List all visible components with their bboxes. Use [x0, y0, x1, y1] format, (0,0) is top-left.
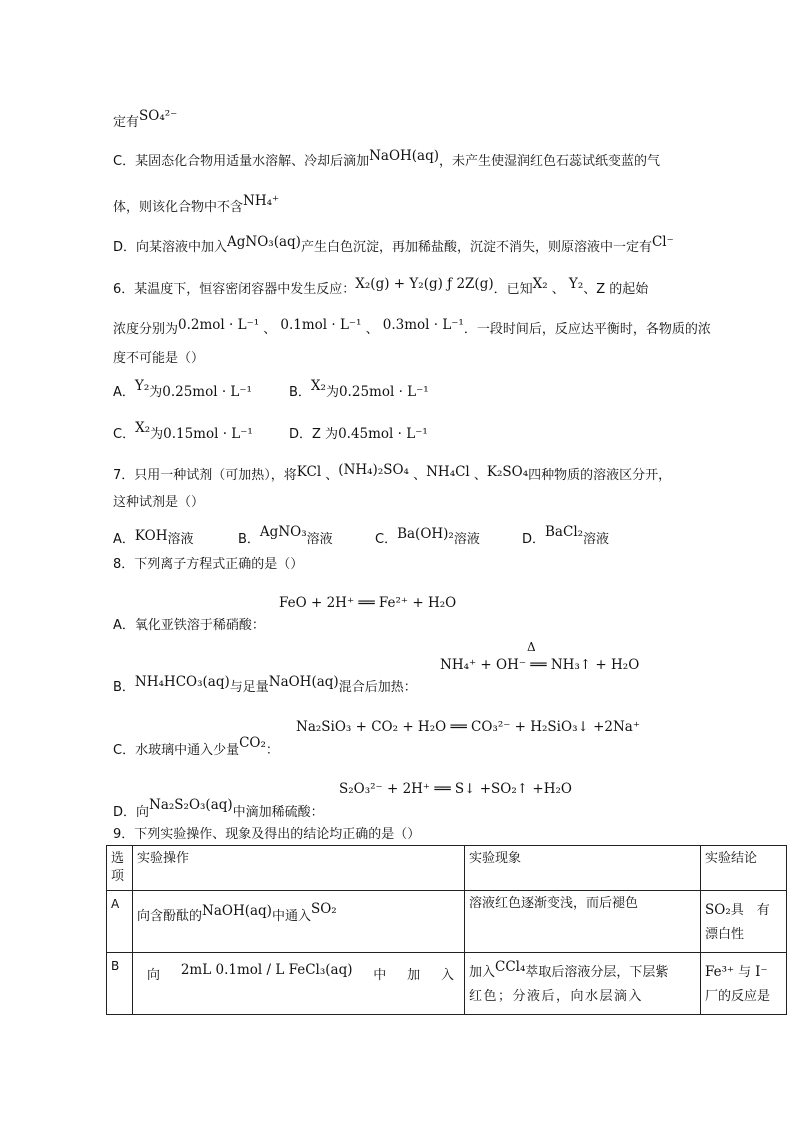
formula: X₂(g) + Y₂(g) ƒ 2Z(g)	[355, 276, 494, 292]
formula: Ba(OH)₂	[397, 526, 454, 542]
text-line	[113, 108, 178, 132]
q7-option-d	[522, 524, 610, 549]
formula: 0.3mol · L⁻¹	[382, 317, 464, 333]
question-6-line2	[113, 317, 711, 339]
q6-option-a	[113, 378, 252, 402]
formula: BaCl₂	[545, 524, 584, 540]
formula: 2mL 0.1mol / L FeCl₃(aq)	[180, 962, 353, 978]
text: 加入	[469, 965, 496, 980]
text: 为	[325, 385, 339, 400]
text: 、	[321, 468, 339, 483]
formula: Y₂	[134, 378, 150, 394]
formula: X₂	[310, 378, 326, 394]
label: A．	[113, 385, 135, 400]
formula: 0.45mol · L⁻¹	[338, 426, 428, 442]
text: 溶液	[453, 532, 480, 547]
formula: 0.2mol · L⁻¹	[178, 317, 260, 333]
q8-option-b	[113, 674, 417, 697]
formula: Fe³⁺	[705, 964, 735, 980]
formula: CCl₄	[495, 959, 526, 975]
header-cell: 实验操作	[133, 846, 465, 891]
formula: X₂	[532, 276, 548, 292]
label: D．	[522, 532, 546, 547]
formula: K₂SO₄	[486, 464, 529, 480]
text: 溶液	[306, 532, 333, 547]
phenomenon-cell: 溶液红色逐渐变浅，而后褪色	[465, 891, 701, 953]
text: C．某固态化合物用适量水溶解、冷却后滴加	[113, 154, 370, 169]
q6-option-d	[289, 425, 428, 444]
q6-option-c	[113, 420, 253, 444]
label: A．	[113, 532, 135, 547]
conclusion-cell	[701, 953, 787, 1015]
text: 这种试剂是（）	[113, 495, 205, 510]
formula: X₂	[135, 420, 151, 436]
q8-option-c	[113, 735, 279, 760]
formula: NaOH(aq)	[202, 903, 272, 919]
experiment-table	[106, 845, 787, 1015]
text: 、	[361, 322, 383, 337]
formula: SO₂	[705, 902, 731, 918]
formula: 0.25mol · L⁻¹	[338, 384, 429, 400]
operation-cell	[133, 953, 465, 1015]
text: ．已知	[493, 282, 533, 297]
option-c-cont	[113, 193, 280, 217]
q7-option-b	[238, 524, 333, 549]
text: 中滴加稀硫酸：	[232, 805, 324, 820]
question-8	[113, 556, 303, 574]
text: 混合后加热：	[338, 680, 417, 695]
text: 8．下列离子方程式正确的是（）	[113, 557, 304, 572]
question-6	[113, 276, 649, 299]
text: 、Z 的起始	[583, 282, 649, 297]
text: 入	[440, 968, 454, 983]
text: 产生白色沉淀，再加稀盐酸，沉淀不消失，则原溶液中一定有	[300, 240, 652, 255]
formula: SO₄²⁻	[139, 108, 178, 124]
formula: AgNO₃(aq)	[227, 234, 301, 250]
question-7-line2	[113, 494, 204, 512]
formula: AgNO₃	[259, 524, 307, 540]
phenomenon-cell	[465, 953, 701, 1015]
formula: CO₂	[239, 735, 266, 751]
q7-option-a	[113, 530, 194, 549]
formula: Cl⁻	[651, 234, 674, 250]
text: 、	[547, 282, 569, 297]
text: 萃取后溶液分层，下层紫	[525, 965, 669, 980]
text: 向	[147, 968, 161, 983]
text: C．水玻璃中通入少量	[113, 743, 240, 758]
formula: Y₂	[568, 276, 584, 292]
text: 向含酚酞的	[137, 909, 203, 924]
option-cell: A	[107, 891, 133, 953]
formula: 0.1mol · L⁻¹	[280, 317, 362, 333]
text: 体，则该化合物中不含	[113, 200, 244, 215]
text: 四种物质的溶液区分开，	[528, 468, 672, 483]
text: 与	[738, 965, 752, 980]
table-header-row	[107, 846, 787, 891]
conclusion-cell	[701, 891, 787, 953]
delta-symbol: Δ	[527, 640, 536, 654]
formula: 0.25mol · L⁻¹	[162, 384, 252, 400]
text: 定有	[113, 115, 140, 130]
text: D．向某溶液中加入	[113, 240, 228, 255]
text: 、	[408, 468, 427, 483]
text: 为	[150, 427, 164, 442]
label: B．	[238, 532, 260, 547]
option-d	[113, 234, 674, 257]
q7-option-c	[375, 526, 480, 549]
formula: (NH₄)₂SO₄	[338, 462, 409, 478]
formula: I⁻	[755, 964, 768, 980]
formula: KCl	[296, 464, 322, 480]
label: B．	[289, 385, 311, 400]
text: D．向	[113, 805, 150, 820]
label: C．	[375, 532, 398, 547]
text: 为	[149, 385, 163, 400]
header-cell: 选项	[107, 846, 133, 891]
text: 溶液	[583, 532, 610, 547]
label: D．Z 为	[289, 427, 339, 442]
operation-cell	[133, 891, 465, 953]
text: 9．下列实验操作、现象及得出的结论均正确的是（）	[113, 827, 421, 842]
text: 6．某温度下，恒容密闭容器中发生反应：	[113, 282, 356, 297]
header-cell: 实验现象	[465, 846, 701, 891]
option-c	[113, 148, 661, 171]
text: 浓度分别为	[113, 322, 179, 337]
text: 中	[373, 968, 387, 983]
text: ．一段时间后，反应达平衡时，各物质的浓	[463, 322, 711, 337]
formula: NH₄HCO₃(aq)	[134, 674, 230, 690]
text: 中通入	[271, 909, 311, 924]
text: 厂的反应是	[705, 989, 771, 1004]
text: 具 有	[730, 903, 770, 918]
q6-option-b	[289, 378, 429, 402]
text: 7．只用一种试剂（可加热），将	[113, 468, 297, 483]
formula: 0.15mol · L⁻¹	[163, 426, 253, 442]
label: B．	[113, 680, 135, 695]
label: C．	[113, 427, 136, 442]
text: 、	[469, 468, 487, 483]
equation-a: FeO + 2H⁺ ══ Fe²⁺ + H₂O	[279, 595, 457, 611]
formula: KOH	[134, 528, 168, 544]
table-row	[107, 953, 787, 1015]
formula: NH₄⁺	[243, 193, 280, 209]
text: 加	[407, 968, 421, 983]
question-9	[113, 826, 420, 844]
text: 溶液	[167, 532, 194, 547]
question-6-line3	[113, 350, 204, 368]
formula: SO₂	[310, 901, 337, 917]
text: ，未产生使湿润红色石蕊试纸变蓝的气	[439, 154, 661, 169]
formula: NaOH(aq)	[369, 148, 440, 164]
table-row	[107, 891, 787, 953]
text: 红色；分液后，向水层滴入	[469, 989, 644, 1004]
text: 与足量	[229, 680, 269, 695]
formula: NH₄Cl	[426, 464, 470, 480]
equation-d: S₂O₃²⁻ + 2H⁺ ══ S↓ +SO₂↑ +H₂O	[339, 781, 572, 797]
text: ：	[265, 743, 279, 758]
header-cell: 实验结论	[701, 846, 787, 891]
question-7	[113, 462, 672, 485]
text: A．氧化亚铁溶于稀硝酸：	[113, 618, 265, 633]
formula: Na₂S₂O₃(aq)	[149, 797, 233, 813]
operation-line	[137, 962, 460, 985]
option-cell: B	[107, 953, 133, 1015]
q8-option-a	[113, 617, 265, 635]
equation-c: Na₂SiO₃ + CO₂ + H₂O ══ CO₃²⁻ + H₂SiO₃↓ +2Na⁺	[296, 719, 640, 735]
equation-b: NH₄⁺ + OH⁻ ══ NH₃↑ + H₂O	[440, 657, 640, 673]
text: 漂白性	[705, 927, 745, 942]
text: 、	[259, 322, 281, 337]
text: 度不可能是（）	[113, 351, 205, 366]
formula: NaOH(aq)	[268, 674, 339, 690]
q8-option-d	[113, 797, 324, 822]
